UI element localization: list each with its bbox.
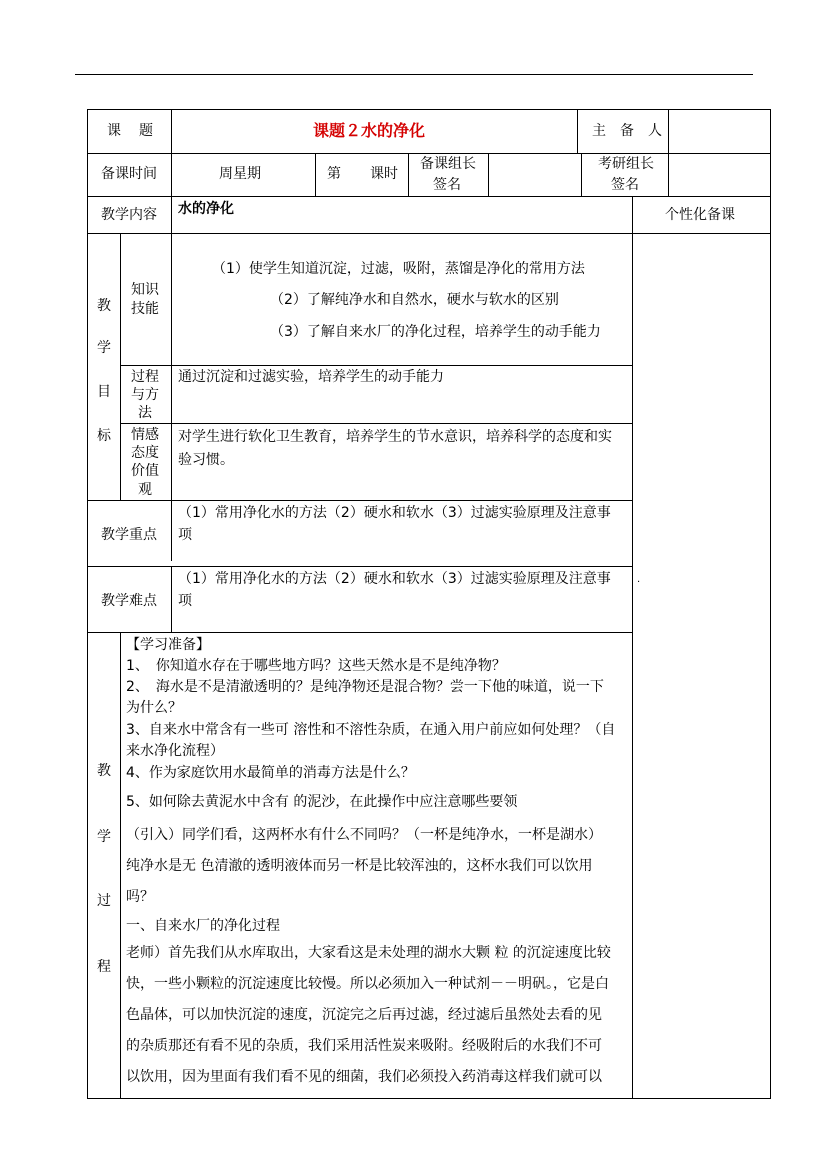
process-line: 的杂质那还有看不见的杂质，我们采用活性炭来吸附。经吸附后的水我们不可: [126, 1038, 602, 1054]
knowledge-item: （3）了解自来水厂的净化过程，培养学生的动手能力: [270, 324, 601, 340]
process-line: 老师）首先我们从水库取出，大家看这是未处理的湖水大颗 粒 的沉淀速度比较: [126, 945, 611, 961]
topic-label: 课 题: [107, 123, 155, 139]
process-line: （引入）同学们看，这两杯水有什么不同吗？（一杯是纯净水，一杯是湖水）: [126, 827, 602, 843]
process-line: 吗？: [126, 889, 154, 905]
group-leader-label: 备课组长: [420, 156, 476, 172]
process-method-text: 通过沉淀和过滤实验，培养学生的动手能力: [178, 369, 444, 385]
prep-time-label: 备课时间: [101, 166, 157, 182]
difficult-points-label: 教学难点: [101, 593, 157, 609]
group-leader-sign-label: 签名: [433, 177, 461, 193]
knowledge-item: （1）使学生知道沉淀，过滤，吸附，蒸馏是净化的常用方法: [212, 261, 585, 277]
content-label: 教学内容: [101, 207, 157, 223]
process-line: 2、 海水是不是清澈透明的？是纯净物还是混合物？尝一下他的味道，说一下: [126, 679, 604, 695]
week-label: 周星期: [219, 166, 261, 182]
process-line: 一、自来水厂的净化过程: [126, 918, 280, 934]
process-line: 3、自来水中常含有一些可 溶性和不溶性杂质，在通入用户前应如何处理？（自: [126, 722, 616, 738]
process-line: 以饮用，因为里面有我们看不见的细菌，我们必须投入药消毒这样我们就可以: [126, 1069, 602, 1085]
page-title: 课题２水的净化: [313, 121, 426, 140]
key-points-label: 教学重点: [101, 527, 157, 543]
period-di-label: 第: [327, 166, 341, 182]
process-line: 快，一些小颗粒的沉淀速度比较慢。所以必须加入一种试剂－－明矾。，它是白: [126, 976, 609, 992]
process-line: 纯净水是无 色清澈的透明液体而另一杯是比较浑浊的，这杯水我们可以饮用: [126, 858, 593, 874]
margin-mark: .: [637, 574, 641, 585]
research-leader-sign-label: 签名: [611, 177, 639, 193]
process-line: 5、如何除去黄泥水中含有 的泥沙，在此操作中应注意哪些要领: [126, 794, 518, 810]
process-line: 【学习准备】: [126, 637, 210, 653]
process-line: 为什么？: [126, 700, 182, 716]
preparer-label: 主 备 人: [592, 123, 662, 139]
page-header-rule: [75, 74, 753, 75]
process-line: 色晶体，可以加快沉淀的速度，沉淀完之后再过滤，经过滤后虽然处去看的见: [126, 1007, 602, 1023]
period-ks-label: 课时: [370, 166, 398, 182]
process-line: 4、作为家庭饮用水最简单的消毒方法是什么？: [126, 765, 415, 781]
personal-prep-label: 个性化备课: [665, 207, 735, 223]
content-value: 水的净化: [178, 201, 234, 217]
knowledge-item: （2）了解纯净水和自然水，硬水与软水的区别: [270, 292, 559, 308]
research-leader-label: 考研组长: [598, 156, 654, 172]
process-line: 1、 你知道水存在于哪些地方吗？这些天然水是不是纯净物？: [126, 658, 506, 674]
process-line: 来水净化流程）: [126, 743, 224, 759]
